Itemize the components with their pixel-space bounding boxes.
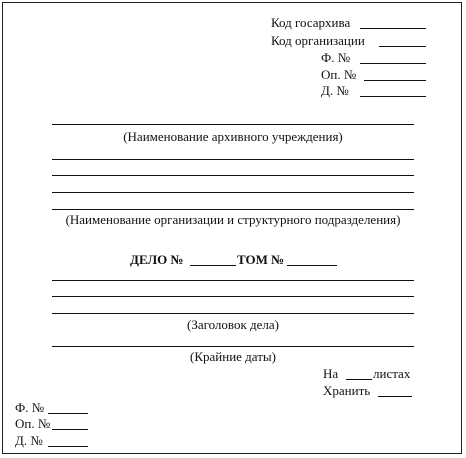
- archive-institution-line[interactable]: [52, 124, 414, 125]
- footer-file-number-label: Д. №: [15, 433, 43, 448]
- volume-number-label: ТОМ №: [237, 252, 285, 267]
- file-title-line-2[interactable]: [52, 296, 414, 297]
- state-archive-code-label: Код госархива: [271, 15, 351, 30]
- inventory-number-label: Оп. №: [321, 67, 357, 82]
- footer-fond-number-field[interactable]: [48, 413, 88, 414]
- fond-number-field[interactable]: [360, 63, 426, 64]
- keep-label: Хранить: [323, 383, 371, 398]
- organization-line-2[interactable]: [52, 175, 414, 176]
- state-archive-code-field[interactable]: [360, 28, 426, 29]
- archive-institution-caption: (Наименование архивного учреждения): [123, 129, 343, 144]
- sheets-label: листах: [373, 366, 411, 381]
- organization-code-field[interactable]: [379, 46, 426, 47]
- file-number-field[interactable]: [360, 96, 426, 97]
- file-title-line-1[interactable]: [52, 280, 414, 281]
- footer-inventory-number-label: Оп. №: [15, 416, 51, 431]
- file-title-caption: (Заголовок дела): [186, 317, 280, 332]
- organization-code-label: Код организации: [271, 33, 365, 48]
- fond-number-label: Ф. №: [321, 50, 351, 65]
- case-number-label: ДЕЛО №: [130, 252, 184, 267]
- sheets-on-label: На: [323, 366, 339, 381]
- organization-line-3[interactable]: [52, 192, 414, 193]
- footer-file-number-field[interactable]: [48, 446, 88, 447]
- footer-inventory-number-field[interactable]: [52, 429, 88, 430]
- file-title-line-3[interactable]: [52, 313, 414, 314]
- volume-number-field[interactable]: [287, 265, 337, 266]
- archive-file-cover: [2, 2, 462, 454]
- file-number-label: Д. №: [321, 83, 349, 98]
- keep-field[interactable]: [378, 396, 412, 397]
- organization-division-caption: (Наименование организации и структурного подразделения): [65, 212, 401, 227]
- date-range-line[interactable]: [52, 346, 414, 347]
- organization-line-1[interactable]: [52, 159, 414, 160]
- sheets-count-field[interactable]: [346, 379, 372, 380]
- case-number-field[interactable]: [190, 265, 236, 266]
- date-range-caption: (Крайние даты): [190, 349, 276, 364]
- footer-fond-number-label: Ф. №: [15, 400, 45, 415]
- organization-line-4[interactable]: [52, 209, 414, 210]
- inventory-number-field[interactable]: [364, 80, 426, 81]
